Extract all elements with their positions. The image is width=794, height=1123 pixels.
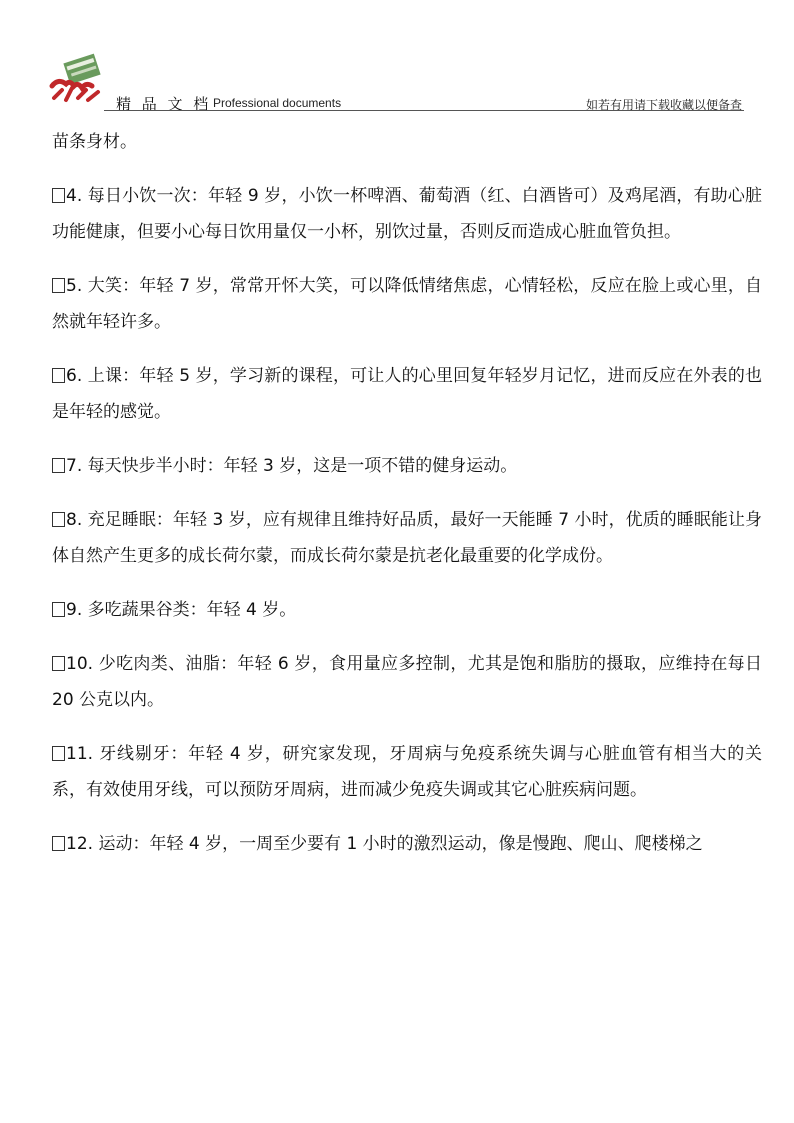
paragraph: 8. 充足睡眠：年轻 3 岁，应有规律且维持好品质，最好一天能睡 7 小时，优质的睡眠能让身体自然产生更多的成长荷尔蒙，而成长荷尔蒙是抗老化最重要的化学成份。 [52, 510, 762, 566]
page-header [0, 0, 794, 112]
book-logo-icon [48, 52, 106, 108]
paragraph: 苗条身材。 [52, 132, 137, 152]
paragraph: 12. 运动：年轻 4 岁，一周至少要有 1 小时的激烈运动，像是慢跑、爬山、爬楼梯之 [52, 826, 762, 862]
header-subtitle: Professional documents [213, 96, 342, 110]
paragraph: 10. 少吃肉类、油脂：年轻 6 岁，食用量应多控制，尤其是饱和脂肪的摄取，应维持在每日 20 公克以内。 [52, 654, 762, 710]
paragraph: 6. 上课：年轻 5 岁，学习新的课程，可让人的心里回复年轻岁月记忆，进而反应在外表的也是年轻的感觉。 [52, 366, 762, 422]
checkbox-icon [52, 746, 65, 761]
header-divider [104, 110, 744, 111]
checkbox-icon [52, 278, 65, 293]
checkbox-icon [52, 602, 65, 617]
checkbox-icon [52, 512, 65, 527]
paragraph: 5. 大笑：年轻 7 岁，常常开怀大笑，可以降低情绪焦虑，心情轻松，反应在脸上或心里，自然就年轻许多。 [52, 276, 762, 332]
checkbox-icon [52, 188, 65, 203]
header-title: 精 品 文 档 [116, 95, 212, 113]
paragraph: 11. 牙线剔牙：年轻 4 岁，研究家发现，牙周病与免疫系统失调与心脏血管有相当大的关系，有效使用牙线，可以预防牙周病，进而减少免疫失调或其它心脏疾病问题。 [52, 744, 762, 800]
checkbox-icon [52, 368, 65, 383]
checkbox-icon [52, 656, 65, 671]
checkbox-icon [52, 836, 65, 851]
checkbox-icon [52, 458, 65, 473]
document-body [52, 124, 762, 880]
paragraph: 9. 多吃蔬果谷类：年轻 4 岁。 [52, 592, 762, 628]
header-note: 如若有用请下载收藏以便备查 [585, 98, 742, 112]
paragraph: 4. 每日小饮一次：年轻 9 岁，小饮一杯啤酒、葡萄酒（红、白酒皆可）及鸡尾酒，有助心脏功能健康，但要小心每日饮用量仅一小杯，别饮过量，否则反而造成心脏血管负担。 [52, 186, 762, 242]
paragraph: 7. 每天快步半小时：年轻 3 岁，这是一项不错的健身运动。 [52, 448, 762, 484]
